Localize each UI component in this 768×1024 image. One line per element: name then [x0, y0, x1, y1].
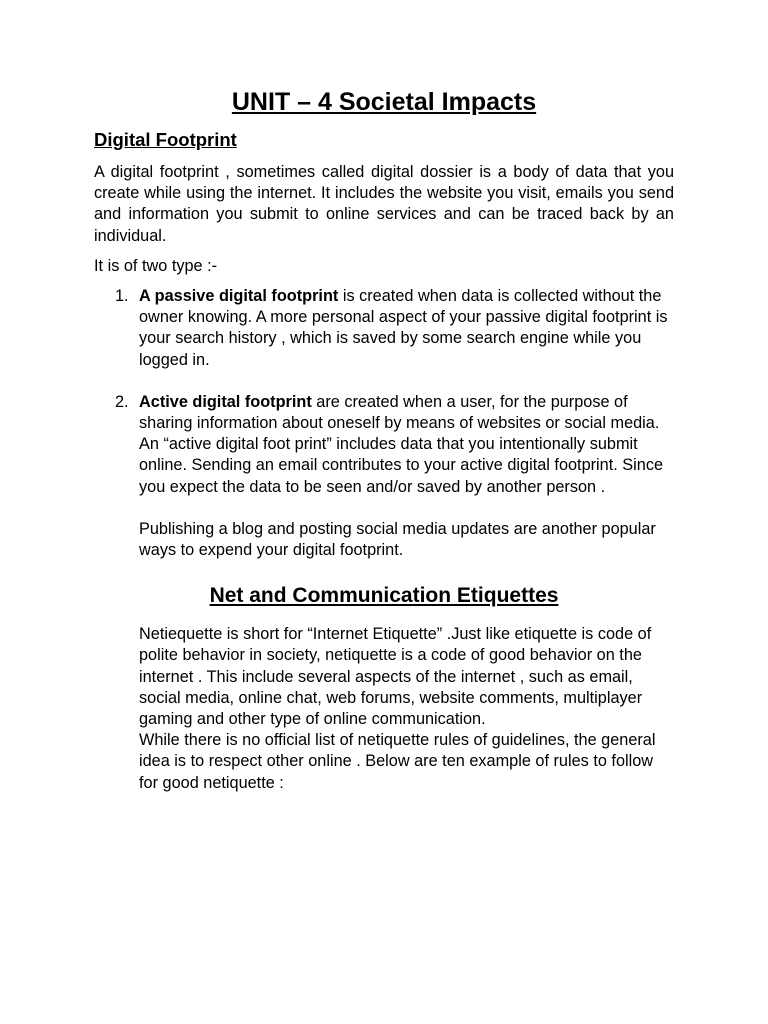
types-intro: It is of two type :-: [94, 256, 218, 275]
netiquette-heading: Net and Communication Etiquettes: [209, 584, 559, 608]
list-item-extra: Publishing a blog and posting social media updates are another popular ways to expend your digital footprint.: [139, 519, 656, 560]
netiquette-paragraph-2: While there is no official list of netiquette rules of guidelines, the general idea is to respect other online . Below are ten example of rules to follow for good netiquette :: [139, 731, 656, 792]
list-item-body: is created when data is collected without the owner knowing. A more personal aspect of your passive digital footprint is your search history , which is saved by some search engine while you logged in.: [139, 287, 668, 369]
unit-title: UNIT – 4 Societal Impacts: [231, 88, 537, 116]
list-item-number: 2.: [115, 392, 129, 411]
digital-footprint-heading: Digital Footprint: [94, 129, 237, 150]
list-item-term: A passive digital footprint: [139, 287, 339, 306]
digital-footprint-intro: A digital footprint , sometimes called digital dossier is a body of data that you create while using the internet. It includes the website you visit, emails you send and information you submit to online services and can be traced back by an individual.: [94, 163, 674, 245]
list-item-text: [139, 286, 674, 371]
footprint-types-list: [94, 286, 674, 561]
list-item-term: Active digital footprint: [139, 392, 312, 411]
list-item: [94, 392, 674, 561]
netiquette-paragraph-1: Netiequette is short for “Internet Etiquette” .Just like etiquette is code of polite behavior in society, netiquette is a code of good behavior on the internet . This include several aspects of the internet , such as email, social media, online chat, web forums, website comments, multiplayer gaming and other type of online communication.: [139, 625, 652, 729]
list-item: [94, 286, 674, 371]
list-item-body: are created when a user, for the purpose of sharing information about oneself by means of websites or social media. An “active digital foot print” includes data that you intentionally submit online. Sending an email contributes to your active digital footprint. Since you expect the data to be seen and/or saved by another person .: [139, 392, 664, 496]
list-item-number: 1.: [115, 287, 129, 306]
list-item-text: [139, 392, 674, 498]
netiquette-body: [94, 624, 674, 794]
